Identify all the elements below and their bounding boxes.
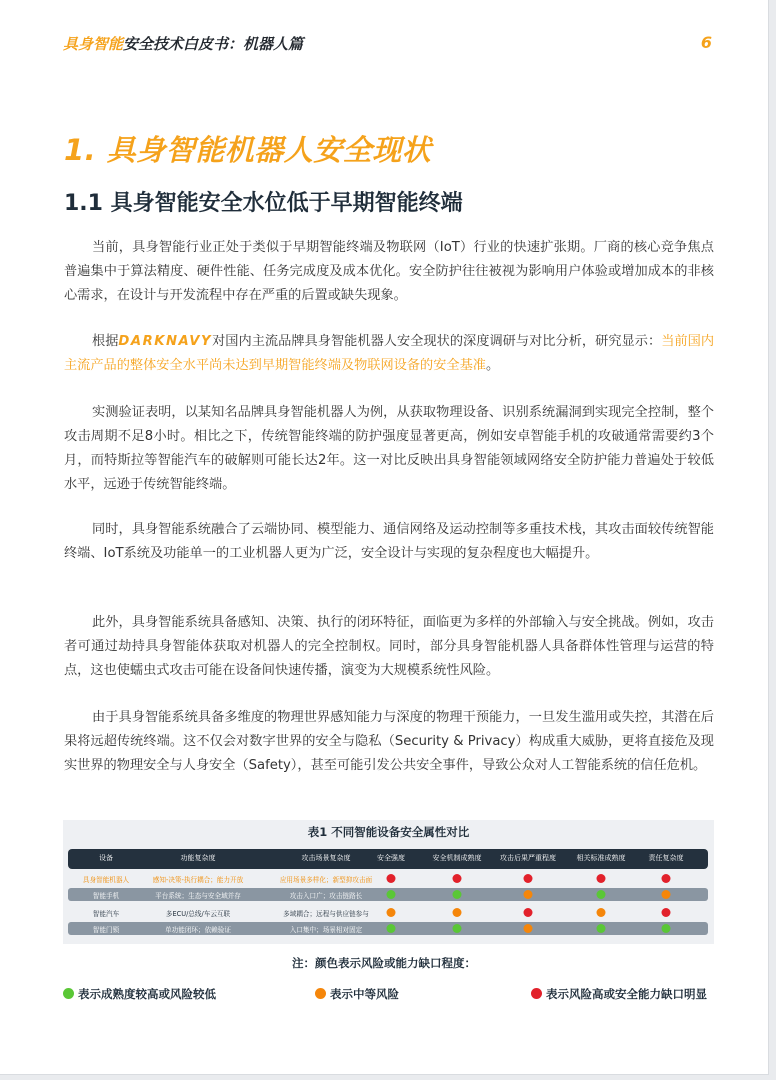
paragraph-2 — [64, 330, 714, 378]
table-header-cell: 相关标准成熟度 — [576, 854, 626, 862]
paragraph-2-end: 。 — [486, 358, 500, 373]
rating-dot — [662, 874, 671, 883]
table-header-cell: 攻击场景复杂度 — [301, 854, 351, 862]
table-row — [68, 872, 708, 885]
legend-item-medium-risk — [315, 986, 399, 1002]
section-heading: 1. 具身智能机器人安全现状 — [64, 133, 432, 167]
attack-complexity-cell: 入口集中；场景相对固定 — [289, 926, 363, 934]
function-complexity-cell: 感知-决策-执行耦合；能力开放 — [152, 876, 244, 884]
header-title-rest: 安全技术白皮书：机器人篇 — [123, 35, 304, 53]
rating-dot — [662, 924, 671, 933]
rating-dot — [387, 874, 396, 883]
comparison-table — [63, 820, 714, 944]
legend-item-low-risk — [63, 986, 216, 1002]
rating-dot — [387, 924, 396, 933]
legend-label: 表示风险高或安全能力缺口明显 — [546, 987, 707, 1001]
subsection-heading: 1.1 具身智能安全水位低于早期智能终端 — [64, 191, 463, 216]
rating-dot — [662, 890, 671, 899]
rating-dot — [524, 924, 533, 933]
rating-dot — [453, 924, 462, 933]
attack-complexity-cell: 攻击入口广；攻击链路长 — [289, 892, 363, 900]
table-row — [68, 888, 708, 901]
device-cell: 智能汽车 — [92, 910, 120, 918]
table-note: 注：颜色表示风险或能力缺口程度： — [292, 956, 476, 970]
green-dot-icon — [63, 988, 74, 999]
attack-complexity-cell: 应用场景多样化；新型抑攻击面 — [279, 876, 373, 884]
table-header-cell: 责任复杂度 — [648, 854, 684, 862]
paragraph-2-highlight: 当前国内主流产品的整体安全水平尚未达到早期智能终端及物联网设备的安全基准 — [64, 334, 715, 373]
page-number: 6 — [700, 33, 712, 52]
legend-item-high-risk — [531, 986, 707, 1002]
rating-dot — [597, 908, 606, 917]
rating-dot — [597, 874, 606, 883]
rating-dot — [453, 908, 462, 917]
header-title-highlight: 具身智能 — [63, 35, 124, 53]
rating-dot — [597, 890, 606, 899]
legend-label: 表示中等风险 — [330, 987, 399, 1001]
darknavy-brand: DARKNAVY — [118, 334, 213, 349]
table-header-cell: 安全机制成熟度 — [432, 854, 482, 862]
device-cell: 具身智能机器人 — [82, 876, 130, 884]
red-dot-icon — [531, 988, 542, 999]
rating-dot — [453, 890, 462, 899]
device-cell: 智能手机 — [92, 892, 120, 900]
paragraph-2-pre: 根据 — [92, 334, 119, 349]
rating-dot — [524, 874, 533, 883]
rating-dot — [524, 890, 533, 899]
orange-dot-icon — [315, 988, 326, 999]
paragraph-4: 同时，具身智能系统融合了云端协同、模型能力、通信网络及运动控制等多重技术栈，其攻击面较传统智能终端、IoT系统及功能单一的工业机器人更为广泛，安全设计与实现的复杂程度也大幅提升。 — [64, 522, 714, 561]
paragraph-2-mid: 对国内主流品牌具身智能机器人安全现状的深度调研与对比分析，研究显示： — [212, 334, 662, 349]
rating-dot — [524, 908, 533, 917]
table-title: 表1 不同智能设备安全属性对比 — [307, 825, 470, 839]
running-header-title — [63, 33, 303, 54]
paragraph-3: 实测验证表明，以某知名品牌具身智能机器人为例，从获取物理设备、识别系统漏洞到实现完全控制，整个攻击周期不足8小时。相比之下，传统智能终端的防护强度显著更高，例如安卓智能手机的攻破通常需要约3个月，而特斯拉等智能汽车的破解则可能长达2年。这一对比反映出具身智能领域网络安全防护能力普遍处于较低水平，远逊于传统智能终端。 — [64, 405, 714, 492]
device-cell: 智能门锁 — [92, 926, 120, 934]
table-header-cell: 攻击后果严重程度 — [500, 854, 556, 862]
function-complexity-cell: 平台系统；生态与安全域并存 — [155, 892, 241, 900]
paragraph-1: 当前，具身智能行业正处于类似于早期智能终端及物联网（IoT）行业的快速扩张期。厂商的核心竞争焦点普遍集中于算法精度、硬件性能、任务完成度及成本优化。安全防护往往被视为影响用户体验或增加成本的非核心需求，在设计与开发流程中存在严重的后置或缺失现象。 — [64, 240, 714, 303]
paragraph-6: 由于具身智能系统具备多维度的物理世界感知能力与深度的物理干预能力，一旦发生滥用或失控，其潜在后果将远超传统终端。这不仅会对数字世界的安全与隐私（Security & Privacy）构成重大威胁，更将直接危及现实世界的物理安全与人身安全（Safety），甚至可能引发公共安全事件，导致公众对人工智能系统的信任危机。 — [64, 710, 714, 773]
table-header-row — [68, 849, 708, 869]
table-row — [68, 906, 708, 919]
rating-dot — [597, 924, 606, 933]
rating-dot — [453, 874, 462, 883]
table-header-cell: 安全强度 — [377, 854, 405, 862]
rating-dot — [387, 890, 396, 899]
table-header-cell: 设备 — [99, 854, 113, 862]
paragraph-5: 此外，具身智能系统具备感知、决策、执行的闭环特征，面临更为多样的外部输入与安全挑战。例如，攻击者可通过劫持具身智能体获取对机器人的完全控制权。同时，部分具身智能机器人具备群体性管理与运营的特点，这也使蠕虫式攻击可能在设备间快速传播，演变为大规模系统性风险。 — [64, 615, 714, 678]
table-header-cell: 功能复杂度 — [180, 854, 216, 862]
function-complexity-cell: 单功能闭环；依赖验证 — [165, 926, 231, 934]
rating-dot — [662, 908, 671, 917]
legend-label: 表示成熟度较高或风险较低 — [78, 987, 216, 1001]
table-row — [68, 922, 708, 935]
rating-dot — [387, 908, 396, 917]
function-complexity-cell: 多ECU/总线/车云互联 — [165, 910, 231, 918]
attack-complexity-cell: 多域耦合；远程与供应链参与 — [283, 910, 369, 918]
